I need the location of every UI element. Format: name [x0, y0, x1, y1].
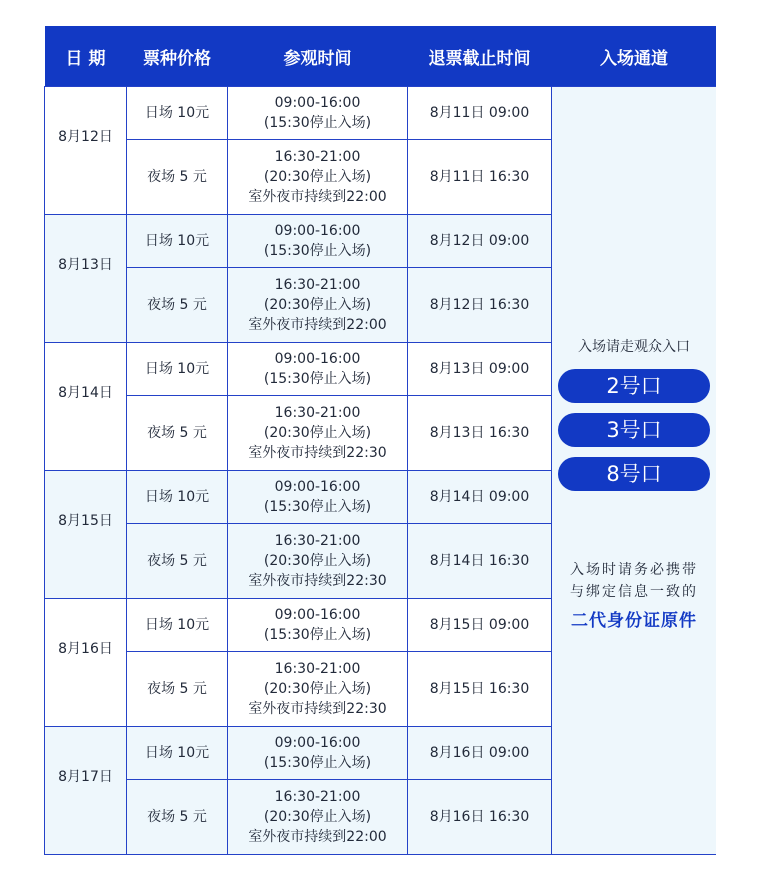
header-price: 票种价格: [127, 26, 228, 87]
time-cell: [228, 215, 408, 268]
date-cell: 8月16日: [45, 599, 127, 727]
header-row: [45, 26, 717, 87]
ticket-schedule: [44, 26, 716, 876]
time-range: 09:00-16:00: [274, 735, 361, 751]
refund-cell: 8月12日 09:00: [408, 215, 552, 268]
stop-entry: (15:30停止入场): [263, 499, 372, 515]
time-cell: [228, 599, 408, 652]
time-range: 16:30-21:00: [274, 533, 361, 549]
refund-cell: 8月13日 09:00: [408, 343, 552, 396]
price-cell: 夜场 5 元: [127, 780, 228, 855]
time-cell: [228, 652, 408, 727]
time-cell: [228, 140, 408, 215]
gate-badge: 3号口: [558, 413, 710, 447]
time-range: 09:00-16:00: [274, 479, 361, 495]
refund-cell: 8月11日 09:00: [408, 87, 552, 140]
date-cell: 8月13日: [45, 215, 127, 343]
time-cell: [228, 524, 408, 599]
outdoor-market: 室外夜市持续到22:00: [248, 829, 387, 845]
date-cell: 8月17日: [45, 727, 127, 855]
time-range: 16:30-21:00: [274, 405, 361, 421]
time-range: 09:00-16:00: [274, 351, 361, 367]
time-cell: [228, 87, 408, 140]
stop-entry: (15:30停止入场): [263, 755, 372, 771]
outdoor-market: 室外夜市持续到22:30: [248, 445, 387, 461]
header-visit-time: 参观时间: [228, 26, 408, 87]
price-cell: 日场 10元: [127, 87, 228, 140]
stop-entry: (15:30停止入场): [263, 115, 372, 131]
refund-cell: 8月13日 16:30: [408, 396, 552, 471]
price-cell: 夜场 5 元: [127, 140, 228, 215]
price-cell: 夜场 5 元: [127, 652, 228, 727]
price-cell: 日场 10元: [127, 727, 228, 780]
header-entrance: 入场通道: [552, 26, 717, 87]
entrance-label: 入场请走观众入口: [578, 339, 690, 355]
time-cell: [228, 780, 408, 855]
price-cell: 日场 10元: [127, 471, 228, 524]
schedule-table: [44, 26, 716, 855]
stop-entry: (15:30停止入场): [263, 243, 372, 259]
entrance-cell: [552, 87, 717, 855]
id-notice: [552, 559, 716, 603]
time-range: 09:00-16:00: [274, 607, 361, 623]
outdoor-market: 室外夜市持续到22:30: [248, 573, 387, 589]
refund-cell: 8月15日 09:00: [408, 599, 552, 652]
refund-cell: 8月11日 16:30: [408, 140, 552, 215]
refund-cell: 8月14日 09:00: [408, 471, 552, 524]
refund-cell: 8月12日 16:30: [408, 268, 552, 343]
stop-entry: (20:30停止入场): [263, 553, 372, 569]
time-range: 16:30-21:00: [274, 149, 361, 165]
gate-badge: 2号口: [558, 369, 710, 403]
time-range: 16:30-21:00: [274, 277, 361, 293]
table-row: [45, 87, 717, 140]
price-cell: 夜场 5 元: [127, 396, 228, 471]
date-cell: 8月12日: [45, 87, 127, 215]
header-date: 日 期: [45, 26, 127, 87]
time-cell: [228, 727, 408, 780]
time-cell: [228, 268, 408, 343]
gate-badge: 8号口: [558, 457, 710, 491]
time-cell: [228, 343, 408, 396]
stop-entry: (20:30停止入场): [263, 425, 372, 441]
outdoor-market: 室外夜市持续到22:00: [248, 317, 387, 333]
refund-cell: 8月16日 16:30: [408, 780, 552, 855]
stop-entry: (20:30停止入场): [263, 809, 372, 825]
time-range: 09:00-16:00: [274, 95, 361, 111]
stop-entry: (15:30停止入场): [263, 627, 372, 643]
id-requirement: 二代身份证原件: [571, 611, 697, 631]
id-notice-line: 与绑定信息一致的: [570, 584, 698, 600]
price-cell: 夜场 5 元: [127, 524, 228, 599]
price-cell: 日场 10元: [127, 215, 228, 268]
price-cell: 夜场 5 元: [127, 268, 228, 343]
refund-cell: 8月16日 09:00: [408, 727, 552, 780]
stop-entry: (20:30停止入场): [263, 169, 372, 185]
price-cell: 日场 10元: [127, 343, 228, 396]
id-notice-line: 入场时请务必携带: [570, 562, 698, 578]
stop-entry: (15:30停止入场): [263, 371, 372, 387]
stop-entry: (20:30停止入场): [263, 297, 372, 313]
outdoor-market: 室外夜市持续到22:30: [248, 701, 387, 717]
refund-cell: 8月14日 16:30: [408, 524, 552, 599]
price-cell: 日场 10元: [127, 599, 228, 652]
outdoor-market: 室外夜市持续到22:00: [248, 189, 387, 205]
refund-cell: 8月15日 16:30: [408, 652, 552, 727]
time-cell: [228, 471, 408, 524]
time-range: 09:00-16:00: [274, 223, 361, 239]
header-refund-deadline: 退票截止时间: [408, 26, 552, 87]
date-cell: 8月15日: [45, 471, 127, 599]
stop-entry: (20:30停止入场): [263, 681, 372, 697]
time-range: 16:30-21:00: [274, 661, 361, 677]
time-cell: [228, 396, 408, 471]
time-range: 16:30-21:00: [274, 789, 361, 805]
date-cell: 8月14日: [45, 343, 127, 471]
